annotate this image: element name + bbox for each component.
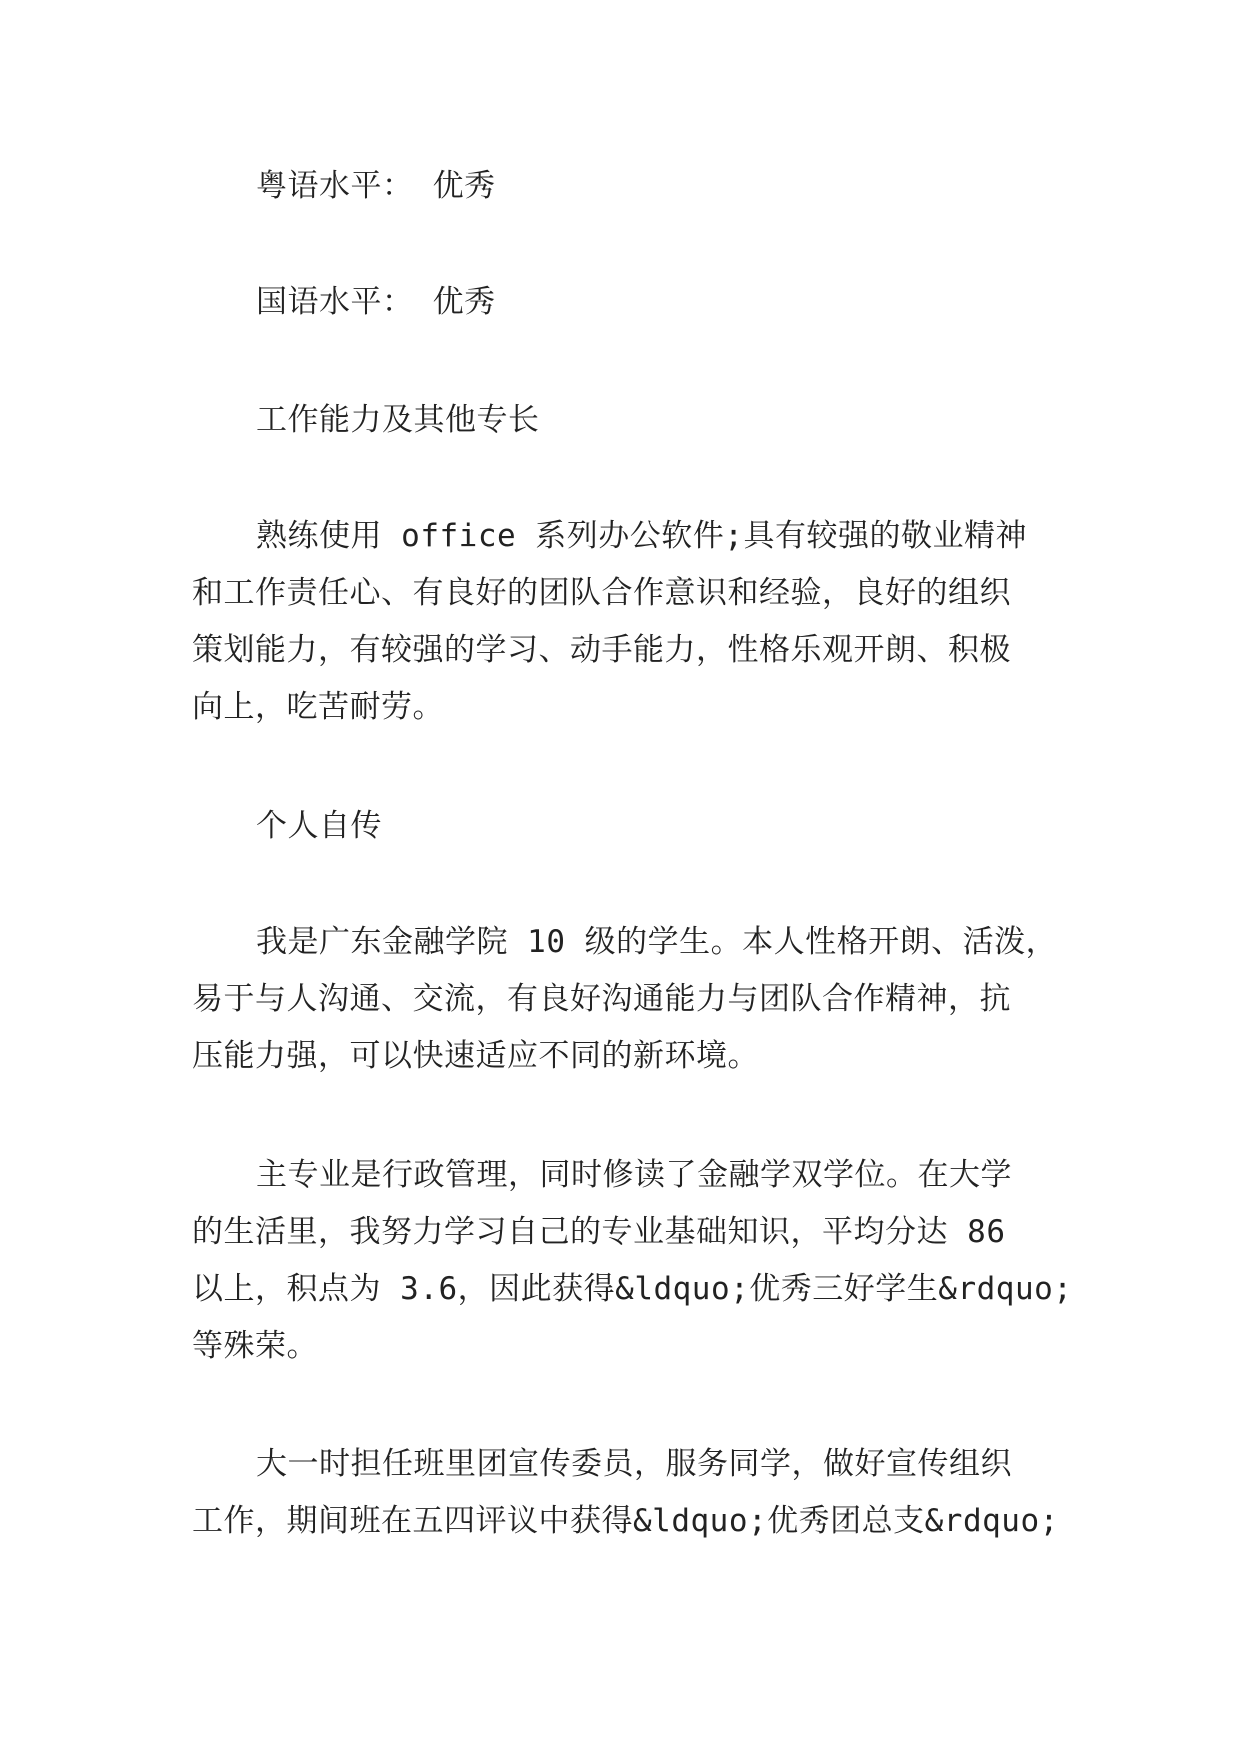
paragraph-line: 熟练使用 office 系列办公软件;具有较强的敬业精神 (256, 518, 1027, 554)
paragraph-line: 等殊荣。 (192, 1328, 318, 1364)
paragraph-line: 向上，吃苦耐劳。 (192, 689, 444, 725)
cantonese-level: 粤语水平： 优秀 (256, 168, 496, 204)
paragraph-line: 易于与人沟通、交流，有良好沟通能力与团队合作精神，抗 (192, 981, 1011, 1017)
section-heading-autobiography: 个人自传 (256, 808, 382, 844)
paragraph-line: 以上，积点为 3.6，因此获得&ldquo;优秀三好学生&rdquo; (192, 1271, 1073, 1307)
paragraph-line: 主专业是行政管理，同时修读了金融学双学位。在大学 (256, 1157, 1012, 1193)
paragraph-line: 大一时担任班里团宣传委员，服务同学，做好宣传组织 (256, 1446, 1012, 1482)
paragraph-line: 的生活里，我努力学习自己的专业基础知识，平均分达 86 (192, 1214, 1006, 1250)
section-heading-skills: 工作能力及其他专长 (256, 402, 540, 438)
paragraph-line: 压能力强，可以快速适应不同的新环境。 (192, 1038, 759, 1074)
mandarin-level: 国语水平： 优秀 (256, 284, 496, 320)
paragraph-line: 工作，期间班在五四评议中获得&ldquo;优秀团总支&rdquo; (192, 1503, 1059, 1539)
paragraph-line: 和工作责任心、有良好的团队合作意识和经验，良好的组织 (192, 575, 1011, 611)
paragraph-line: 策划能力，有较强的学习、动手能力，性格乐观开朗、积极 (192, 632, 1011, 668)
paragraph-line: 我是广东金融学院 10 级的学生。本人性格开朗、活泼， (256, 924, 1058, 960)
